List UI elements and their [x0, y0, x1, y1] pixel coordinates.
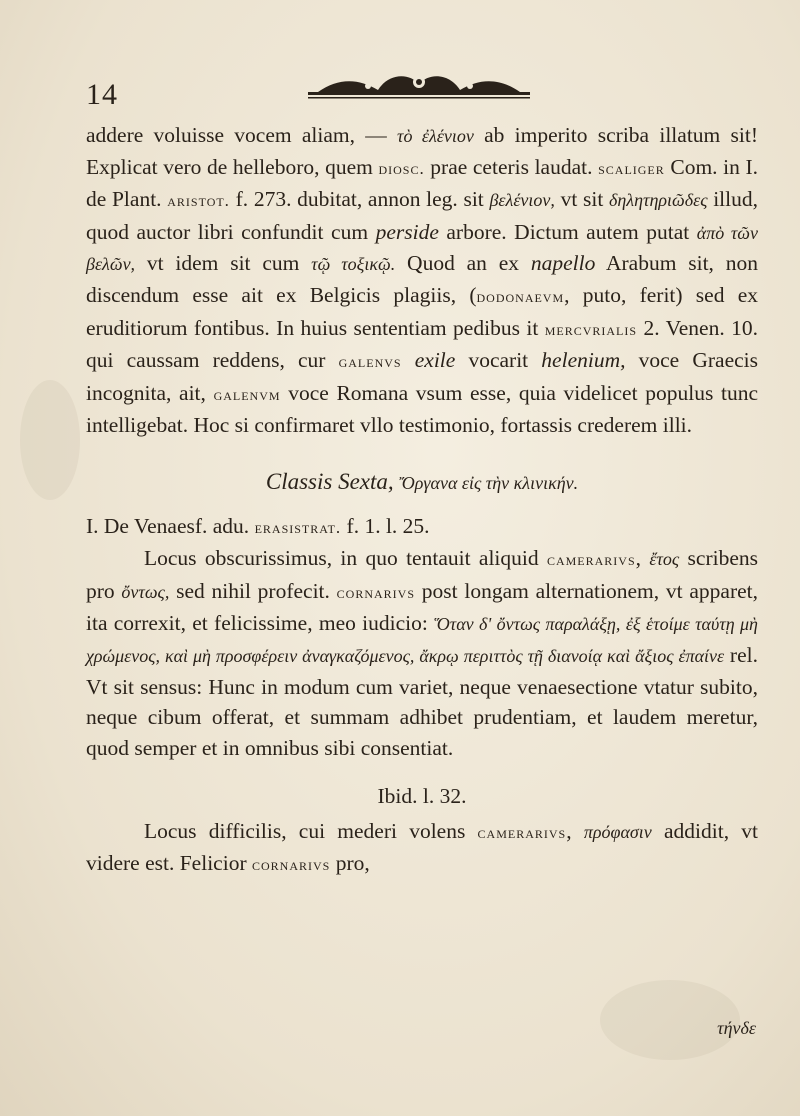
- text-run: Locus obscurissimus, in quo tentauit aliquid: [144, 546, 547, 571]
- text-run: Locus difficilis, cui mederi volens: [144, 818, 478, 843]
- greek-text: πρόφασιν: [583, 821, 652, 842]
- text-run: addidit, vt videre est. Felicior: [86, 818, 759, 876]
- text-run: voce Graecis incognita, ait,: [86, 348, 759, 405]
- text-run: ,: [635, 546, 650, 571]
- author-name: dodonaevm: [476, 286, 565, 306]
- text-run: , puto, ferit) sed ex eruditiorum fontibus. In huius sententiam pedibus it: [86, 282, 758, 340]
- text-run: f. 273. dubitat, annon leg. sit: [229, 187, 490, 212]
- author-name: cornarivs: [336, 582, 416, 602]
- greek-text: ὄντως,: [121, 581, 170, 602]
- text-run: pro,: [330, 851, 370, 876]
- text-run: illud, quod auctor libri confundit cum: [86, 187, 758, 244]
- author-name: aristot.: [167, 191, 230, 211]
- text-run: arbore. Dictum autem putat: [438, 219, 697, 244]
- printers-ornament-icon: [308, 70, 530, 104]
- greek-text: τῷ τοξικῷ.: [311, 254, 396, 275]
- author-name: camerarivs: [477, 822, 567, 842]
- italic-text: napello: [530, 251, 596, 276]
- text-run: Quod an ex: [395, 251, 531, 276]
- text-run: 2. Venen. 10. qui caussam reddens, cur: [86, 315, 758, 373]
- text-run: vt idem sit cum: [135, 251, 312, 276]
- italic-text: persidе: [375, 219, 439, 244]
- text-run: I. De Venaesf. adu.: [86, 513, 255, 538]
- greek-text: βελένιον,: [489, 190, 555, 211]
- text-run: prae ceteris laudat.: [424, 154, 599, 179]
- author-name: camerarivs: [546, 550, 636, 570]
- text-run: voce Romana vsum esse, quia videlicet populus tunc intelligebat. Hoc si confirmaret vllo testimonio, fortassis crederem illi.: [86, 380, 758, 438]
- page-body: [86, 120, 758, 881]
- greek-text: δηλητηριῶδες: [609, 190, 708, 211]
- author-name: galenvs: [338, 352, 402, 372]
- text-run: vocarit: [455, 348, 542, 373]
- paper-stain: [20, 380, 80, 500]
- greek-text: τὸ ἐλένιον: [397, 126, 474, 146]
- text-run: vt sit: [554, 187, 609, 212]
- text-run: ,: [566, 818, 584, 843]
- text-run: f. 1. l. 25.: [341, 513, 430, 538]
- ibid-reference: Ibid. l. 32.: [377, 784, 467, 809]
- text-run: ab imperito scriba illatum sit! Explicat vero de helleboro, quem: [86, 123, 759, 179]
- text-run: rel. Vt sit sensus: Hunc in modum cum variet, neque venaesectione vtatur subito, neque cibum offerat, et summam adhibet prudentiam, et laudem meretur, quod semper et in omnibus sibi consentiat.: [86, 642, 758, 760]
- entry-reference: [86, 511, 758, 544]
- greek-text: Ὅταν δ' ὄντως παραλάξῃ, ἐξ ἑτοίμε ταύτῃ μὴ χρώμενος, καὶ μὴ προσφέρειν ἀναγκαζόμενος, ἄκρῳ περιττὸς τῇ διανοίᾳ καὶ ἄξιος ἐπαίνε: [86, 614, 758, 666]
- author-name: scaliger: [598, 158, 665, 178]
- italic-text: exile: [414, 348, 456, 373]
- greek-text: ἔτος: [649, 549, 680, 570]
- catchword: τήνδε: [717, 1018, 756, 1038]
- text-run: post longam alternationem, vt apparet, ita correxit, et felicissime, meo iudicio:: [86, 578, 758, 636]
- text-run: Com. in I. de Plant.: [86, 154, 758, 212]
- paragraph-1: [86, 120, 758, 441]
- page-number: 14: [86, 78, 118, 111]
- heading-latin: Classis Sexta,: [265, 468, 394, 494]
- greek-text: ἀπὸ τῶν βελῶν,: [86, 222, 758, 275]
- author-name: cornarivs: [251, 855, 331, 875]
- paragraph-3: [86, 816, 758, 881]
- author-name: erasistrat.: [254, 517, 342, 537]
- paragraph-2: [86, 543, 758, 763]
- section-heading: [86, 467, 758, 499]
- text-run: Arabum sit, non discendum esse ait ex Belgicis plagiis, (: [86, 251, 758, 307]
- text-run: scribens pro: [86, 546, 758, 603]
- text-run: addere voluisse vocem aliam, —: [86, 123, 398, 147]
- author-name: galenvm: [213, 384, 281, 404]
- author-name: mercvrialis: [544, 319, 638, 339]
- heading-greek: Ὄργανα εἰς τὴν κλινικήν.: [399, 472, 579, 493]
- text-run: sed nihil profecit.: [169, 578, 337, 603]
- author-name: diosc.: [378, 158, 425, 178]
- italic-text: helenium,: [541, 348, 626, 373]
